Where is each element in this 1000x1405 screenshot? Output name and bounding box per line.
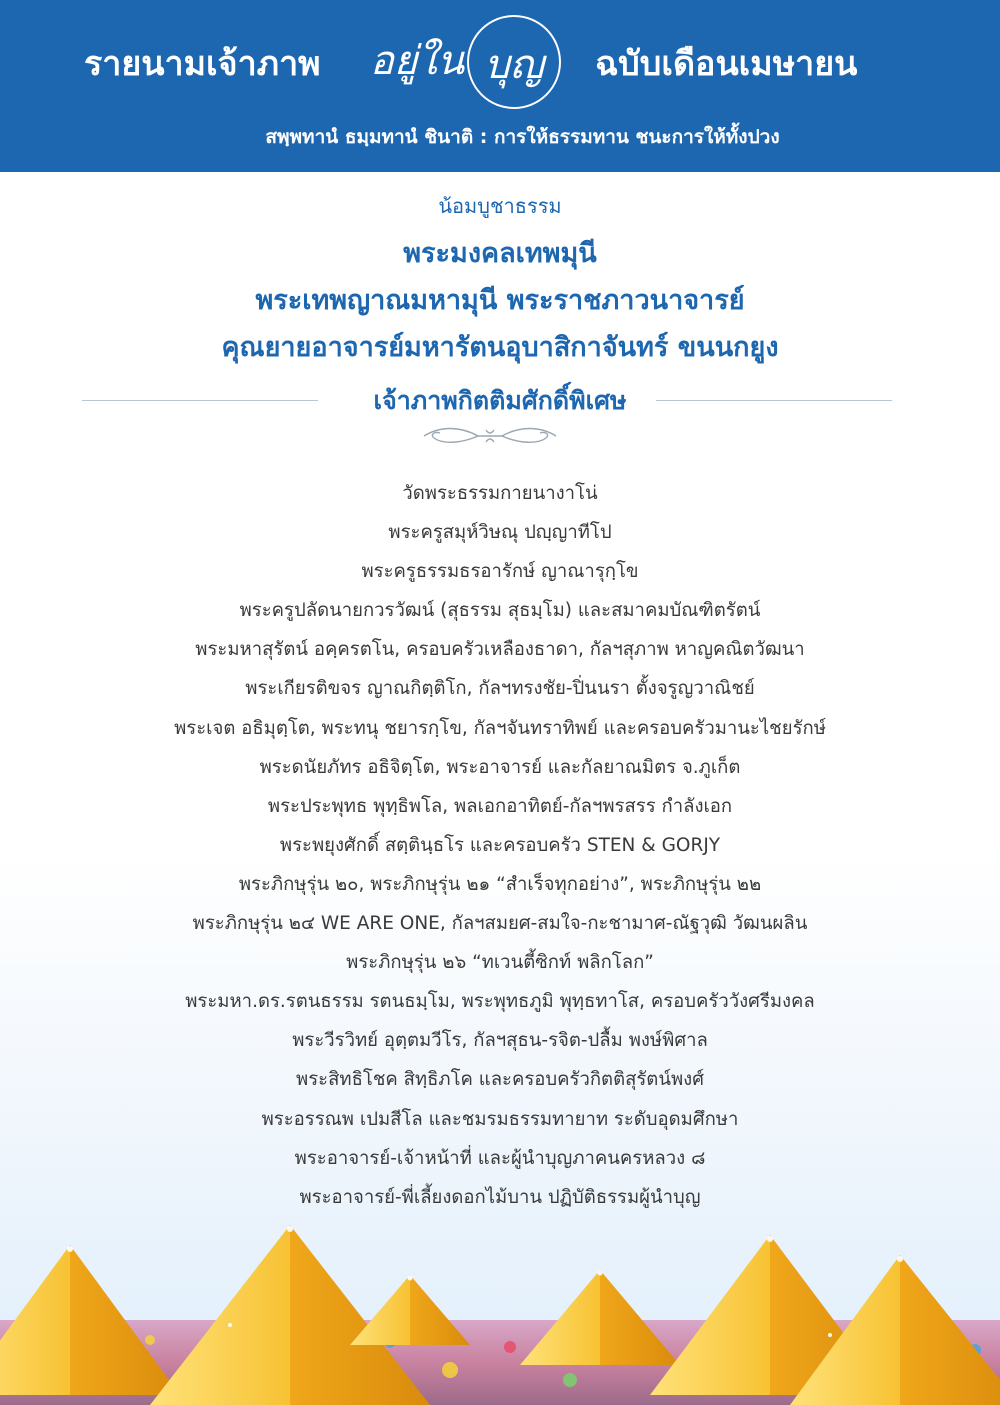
section-title: เจ้าภาพกิตติมศักดิ์พิเศษ bbox=[373, 386, 627, 415]
list-item: พระวีรวิทย์ อุตฺตมวีโร, กัลฯสุธน-รจิต-ปลื้ม พงษ์พิศาล bbox=[292, 1030, 708, 1052]
list-item: พระดนัยภัทร อธิจิตฺโต, พระอาจารย์ และกัลยาณมิตร จ.ภูเก็ต bbox=[259, 756, 741, 778]
list-item: พระประพุทธ พุทฺธิพโล, พลเอกอาทิตย์-กัลฯพรสรร กำลังเอก bbox=[267, 795, 733, 817]
list-item: พระเจต อธิมุตฺโต, พระทนุ ชยารกฺโข, กัลฯจันทราทิพย์ และครอบครัวมานะไชยรักษ์ bbox=[174, 717, 826, 739]
list-item: พระครูสมุห์วิษณุ ปญฺญาทีโป bbox=[388, 522, 612, 544]
list-item: พระครูธรรมธรอารักษ์ ญาณารุกฺโข bbox=[361, 561, 639, 583]
list-item: พระมหา.ดร.รตนธรรม รตนธมฺโม, พระพุทธภูมิ พุทฺธทาโส, ครอบครัววังศรีมงคล bbox=[185, 991, 815, 1013]
list-item: พระมหาสุรัตน์ อคฺครตโน, ครอบครัวเหลืองธาดา, กัลฯสุภาพ หาญคณิตวัฒนา bbox=[195, 639, 805, 661]
list-item: พระเกียรติขจร ญาณกิตฺติโก, กัลฯทรงชัย-ปิ่นนรา ตั้งจรูญวาณิชย์ bbox=[245, 678, 755, 700]
logo-text-left: อยู่ใน bbox=[369, 38, 465, 84]
honored-list bbox=[0, 230, 1000, 371]
header-banner bbox=[0, 0, 1000, 172]
list-item: พระอาจารย์-เจ้าหน้าที่ และผู้นำบุญภาคนครหลวง ๘ bbox=[294, 1147, 706, 1169]
honored-name: พระมงคลเทพมุนี bbox=[403, 238, 597, 269]
names-list bbox=[0, 474, 1000, 1217]
header-title: รายนามเจ้าภาพ bbox=[84, 44, 321, 84]
list-item: พระพยุงศักดิ์ สตฺตินฺธโร และครอบครัว STEN & GORJY bbox=[279, 834, 721, 856]
pyramid-scene-illustration bbox=[0, 1215, 1000, 1405]
list-item: วัดพระธรรมกายนางาโน่ bbox=[402, 483, 598, 504]
list-item: พระสิทธิโชค สิทฺธิภโค และครอบครัวกิตติสุรัตน์พงศ์ bbox=[296, 1069, 704, 1091]
list-item: พระอรรณพ เปมสีโล และชมรมธรรมทายาท ระดับอุดมศึกษา bbox=[261, 1108, 739, 1130]
magazine-logo bbox=[362, 12, 572, 112]
list-item: พระภิกษุรุ่น ๒๖ “ทเวนตี้ซิกท์ พลิกโลก” bbox=[346, 952, 654, 974]
logo-text-right: บุญ bbox=[484, 42, 544, 88]
honored-name: พระเทพญาณมหามุนี พระราชภาวนาจารย์ bbox=[255, 285, 745, 316]
flourish-ornament bbox=[420, 424, 560, 448]
honored-name: คุณยายอาจารย์มหารัตนอุบาสิกาจันทร์ ขนนกยูง bbox=[221, 332, 779, 363]
pyramid bbox=[520, 1270, 680, 1365]
list-item: พระภิกษุรุ่น ๒๔ WE ARE ONE, กัลฯสมยศ-สมใจ-กะชามาศ-ณัฐวุฒิ วัฒนผลิน bbox=[192, 913, 808, 935]
pyramid bbox=[350, 1275, 470, 1345]
intro-text: น้อมบูชาธรรม bbox=[438, 194, 562, 218]
list-item: พระอาจารย์-พี่เลี้ยงดอกไม้บาน ปฏิบัติธรรมผู้นำบุญ bbox=[299, 1186, 701, 1208]
list-item: พระภิกษุรุ่น ๒๐, พระภิกษุรุ่น ๒๑ “สำเร็จทุกอย่าง”, พระภิกษุรุ่น ๒๒ bbox=[238, 873, 762, 895]
list-item: พระครูปลัดนายกวรวัฒน์ (สุธรรม สุธมฺโม) และสมาคมบัณฑิตรัตน์ bbox=[239, 600, 761, 622]
header-subtitle: สพฺพทานํ ธมฺมทานํ ชินาติ : การให้ธรรมทาน ชนะการให้ทั้งปวง bbox=[265, 126, 780, 148]
issue-title: ฉบับเดือนเมษายน bbox=[595, 44, 858, 84]
